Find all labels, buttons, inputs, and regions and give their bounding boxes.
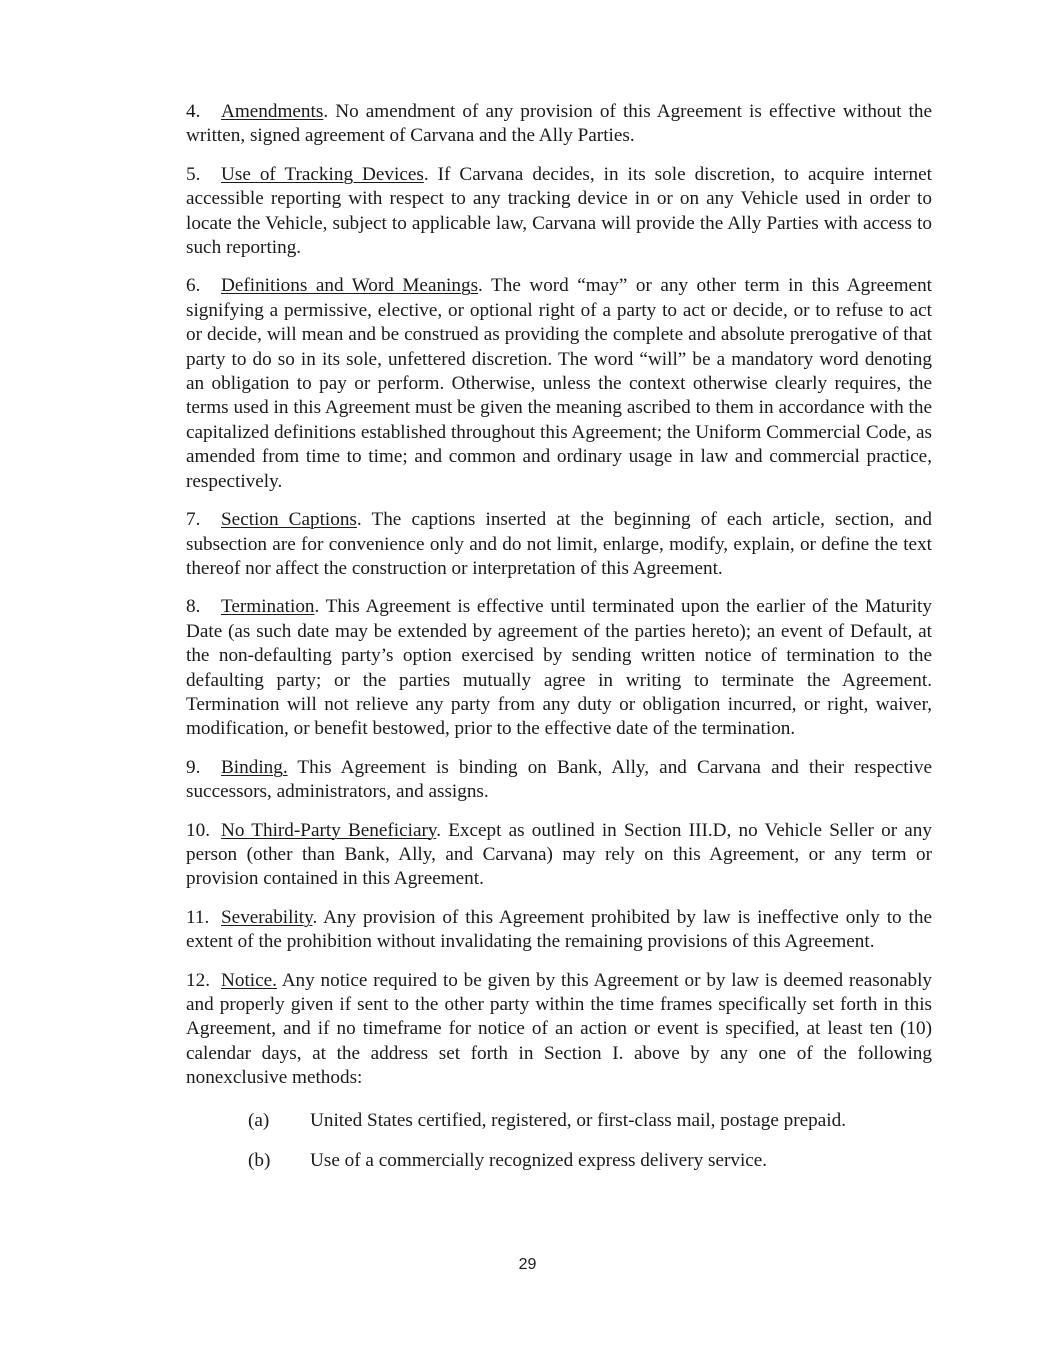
- section-number: 12.: [186, 969, 210, 991]
- section-body: The word “may” or any other term in this Agreement signifying a permissive, elective, or optional right of a party to act or decide, or to refuse to act or decide, will mean and be construed as providing the complete and absolute prerogative of that party to do so in its sole, unfettered discretion. The word “will” be a mandatory word denoting an obligation to pay or perform. Otherwise, unless the context otherwise clearly requires, the terms used in this Agreement must be given the meaning ascribed to them in accordance with the capitalized definitions established throughout this Agreement; the Uniform Commercial Code, as amended from time to time; and common and ordinary usage in law and commercial practice, respectively.: [186, 275, 932, 492]
- subitem-text: Use of a commercially recognized express delivery service.: [310, 1150, 768, 1172]
- section-number: 10.: [186, 819, 210, 841]
- section-body: The captions inserted at the beginning of each article, section, and subsection are for convenience only and do not limit, enlarge, modify, explain, or define the text thereof nor affect the construction or interpretation of this Agreement.: [186, 509, 932, 579]
- heading-suffix: .: [423, 163, 429, 185]
- section-body: Any provision of this Agreement prohibited by law is ineffective only to the extent of the prohibition without invalidating the remaining provisions of this Agreement.: [186, 906, 932, 953]
- section-number: 9.: [186, 756, 201, 778]
- subitem-text: United States certified, registered, or first-class mail, postage prepaid.: [310, 1109, 847, 1131]
- subitem-label: (b): [248, 1150, 271, 1172]
- section-5-tracking-devices: [186, 163, 932, 261]
- section-body: If Carvana decides, in its sole discretion, to acquire internet accessible reporting with respect to any tracking device in or on any Vehicle used in order to locate the Vehicle, subject to applicable law, Carvana will provide the Ally Parties with access to such reporting.: [186, 163, 932, 259]
- heading-suffix: .: [356, 509, 362, 531]
- section-number: 7.: [186, 509, 201, 531]
- section-11-severability: [186, 906, 932, 955]
- page-number: 29: [518, 1256, 537, 1273]
- section-10-third-party: [186, 819, 932, 892]
- section-number: 11.: [186, 906, 210, 928]
- heading-suffix: .: [478, 275, 483, 297]
- heading-suffix: .: [312, 906, 318, 928]
- section-number: 6.: [186, 275, 201, 297]
- document-page: [186, 100, 932, 1189]
- section-body: This Agreement is effective until terminated upon the earlier of the Maturity Date (as such date may be extended by agreement of the parties hereto); an event of Default, at the non-defaulting party’s option exercised by sending written notice of termination to the defaulting party; or the parties mutually agree in writing to terminate the Agreement. Termination will not relieve any party from any duty or obligation incurred, or right, waiver, modification, or benefit bestowed, prior to the effective date of the termination.: [186, 596, 932, 740]
- heading-suffix: .: [436, 819, 442, 841]
- subitem-label: (a): [248, 1109, 270, 1131]
- heading-suffix: .: [323, 101, 329, 122]
- heading-suffix: .: [314, 596, 320, 618]
- section-heading: Section Captions: [221, 509, 357, 531]
- section-number: 5.: [186, 163, 201, 185]
- notice-method-b: [186, 1149, 932, 1173]
- section-heading: Notice.: [221, 969, 277, 991]
- section-body: No amendment of any provision of this Agreement is effective without the written, signed agreement of Carvana and the Ally Parties.: [186, 101, 932, 147]
- section-4-amendments: [186, 100, 932, 149]
- notice-method-a: [186, 1109, 932, 1133]
- section-body: This Agreement is binding on Bank, Ally, and Carvana and their respective successors, administrators, and assigns.: [186, 756, 932, 803]
- section-9-binding: [186, 756, 932, 805]
- section-7-captions: [186, 508, 932, 581]
- section-heading: No Third-Party Beneficiary: [221, 819, 437, 841]
- section-heading: Amendments: [221, 101, 324, 122]
- section-heading: Termination: [221, 596, 315, 618]
- section-number: 8.: [186, 596, 201, 618]
- section-heading: Severability: [221, 906, 313, 928]
- section-heading: Definitions and Word Meanings: [221, 275, 479, 297]
- section-8-termination: [186, 595, 932, 741]
- section-12-notice: [186, 969, 932, 1091]
- section-body: Except as outlined in Section III.D, no Vehicle Seller or any person (other than Bank, Ally, and Carvana) may rely on this Agreement, or any term or provision contained in this Agreement.: [186, 819, 932, 890]
- section-body: Any notice required to be given by this Agreement or by law is deemed reasonably and properly given if sent to the other party within the time frames specifically set forth in this Agreement, and if no timeframe for notice of an action or event is specified, at least ten (10) calendar days, at the address set forth in Section I. above by any one of the following nonexclusive methods:: [186, 969, 932, 1089]
- section-heading: Use of Tracking Devices: [221, 163, 424, 185]
- section-6-definitions: [186, 274, 932, 494]
- section-number: 4.: [186, 101, 201, 122]
- section-heading: Binding.: [221, 756, 288, 778]
